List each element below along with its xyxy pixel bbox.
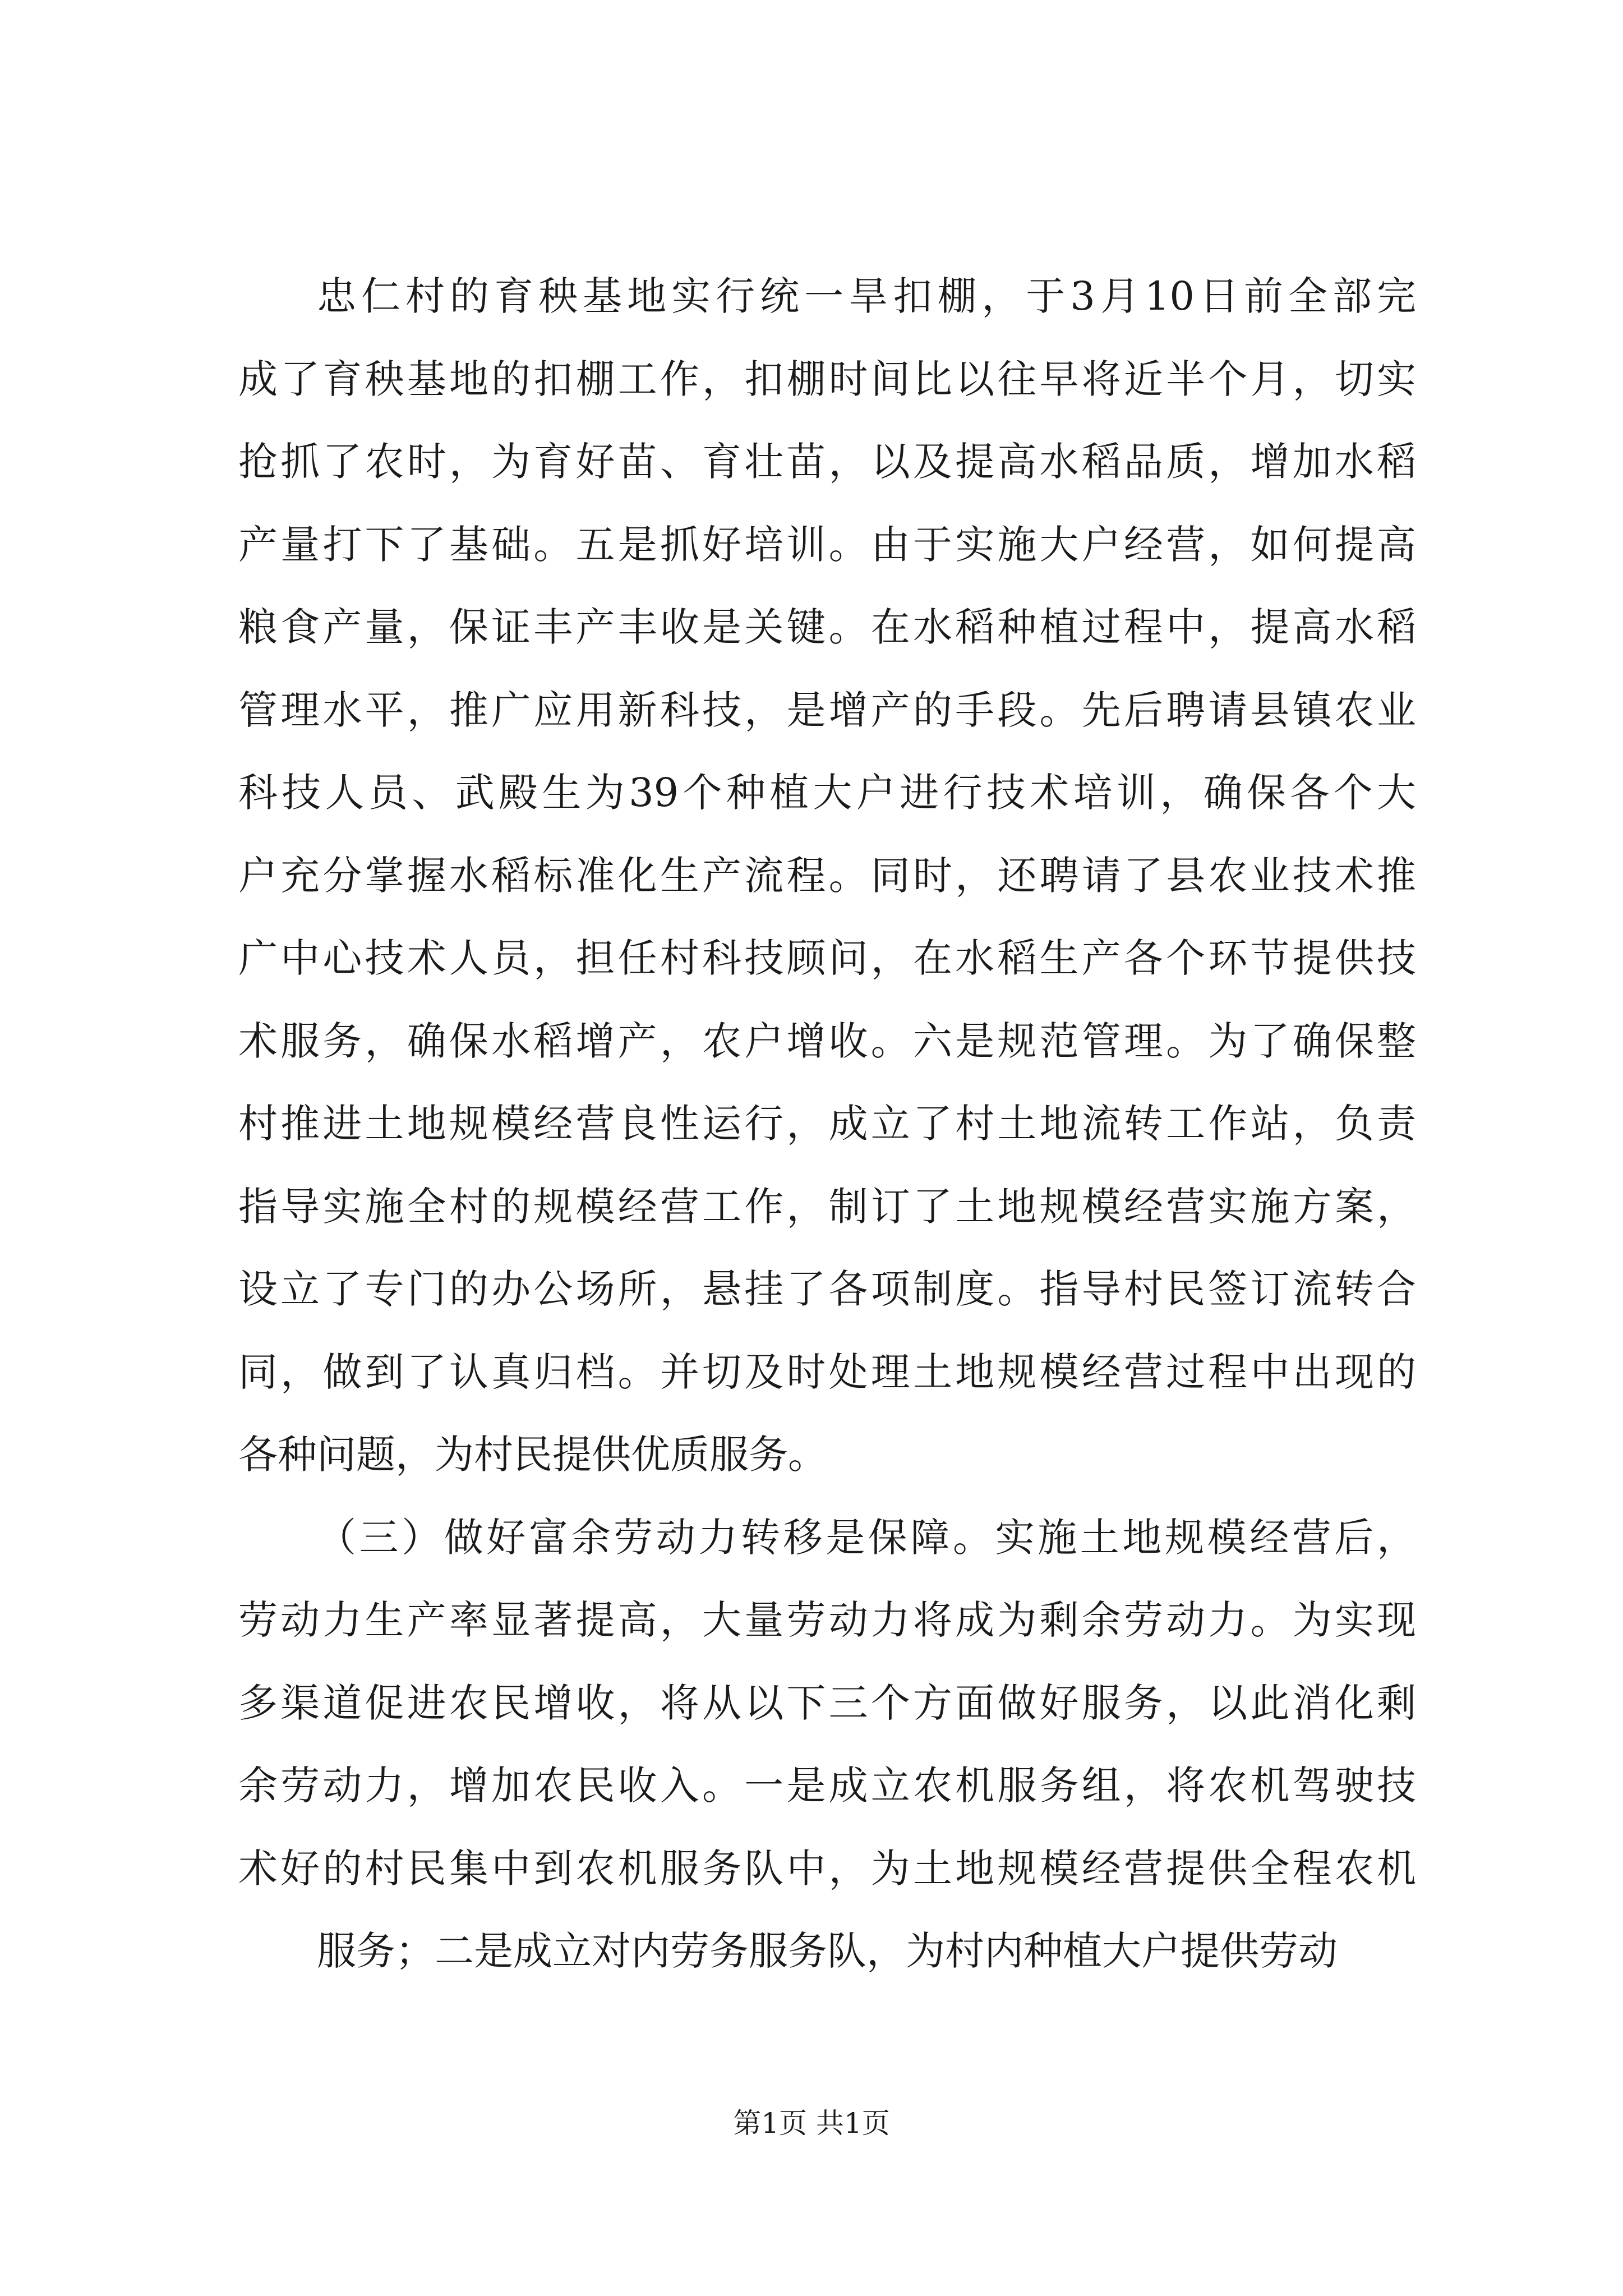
text-line: 抢抓了农时，为育好苗、育壮苗，以及提高水稻品质，增加水稻	[238, 439, 1416, 485]
text-line: 村推进土地规模经营良性运行，成立了村土地流转工作站，负责	[238, 1101, 1416, 1147]
text-line: 成了育秧基地的扣棚工作，扣棚时间比以往早将近半个月，切实	[238, 356, 1416, 402]
page-footer	[0, 2106, 1623, 2140]
text-line: 同，做到了认真归档。并切及时处理土地规模经营过程中出现的	[238, 1349, 1416, 1395]
text-line: 粮食产量，保证丰产丰收是关键。在水稻种植过程中，提高水稻	[238, 604, 1416, 650]
text-line: 服务；二是成立对内劳务服务队，为村内种植大户提供劳动	[317, 1928, 1338, 1974]
text-line: 术服务，确保水稻增产，农户增收。六是规范管理。为了确保整	[238, 1018, 1416, 1064]
text-line: （三）做好富余劳动力转移是保障。实施土地规模经营后，	[317, 1514, 1416, 1561]
text-line: 劳动力生产率显著提高，大量劳动力将成为剩余劳动力。为实现	[238, 1597, 1416, 1643]
text-line: 科技人员、武殿生为39个种植大户进行技术培训，确保各个大	[238, 770, 1416, 816]
document-body	[238, 255, 1416, 1993]
text-line: 各种问题，为村民提供优质服务。	[238, 1432, 827, 1478]
page-number-label: 第1页 共1页	[733, 2107, 890, 2139]
text-line: 指导实施全村的规模经营工作，制订了土地规模经营实施方案，	[238, 1183, 1416, 1230]
text-line: 术好的村民集中到农机服务队中，为土地规模经营提供全程农机	[238, 1845, 1416, 1892]
text-line: 户充分掌握水稻标准化生产流程。同时，还聘请了县农业技术推	[238, 852, 1416, 899]
text-line: 余劳动力，增加农民收入。一是成立农机服务组，将农机驾驶技	[238, 1763, 1416, 1809]
text-line: 多渠道促进农民增收，将从以下三个方面做好服务，以此消化剩	[238, 1680, 1416, 1726]
text-line: 产量打下了基础。五是抓好培训。由于实施大户经营，如何提高	[238, 521, 1416, 568]
text-line: 管理水平，推广应用新科技，是增产的手段。先后聘请县镇农业	[238, 687, 1416, 733]
text-line: 忠仁村的育秧基地实行统一旱扣棚，于3月10日前全部完	[317, 273, 1416, 319]
text-line: 设立了专门的办公场所，悬挂了各项制度。指导村民签订流转合	[238, 1266, 1416, 1312]
text-line: 广中心技术人员，担任村科技顾问，在水稻生产各个环节提供技	[238, 935, 1416, 981]
